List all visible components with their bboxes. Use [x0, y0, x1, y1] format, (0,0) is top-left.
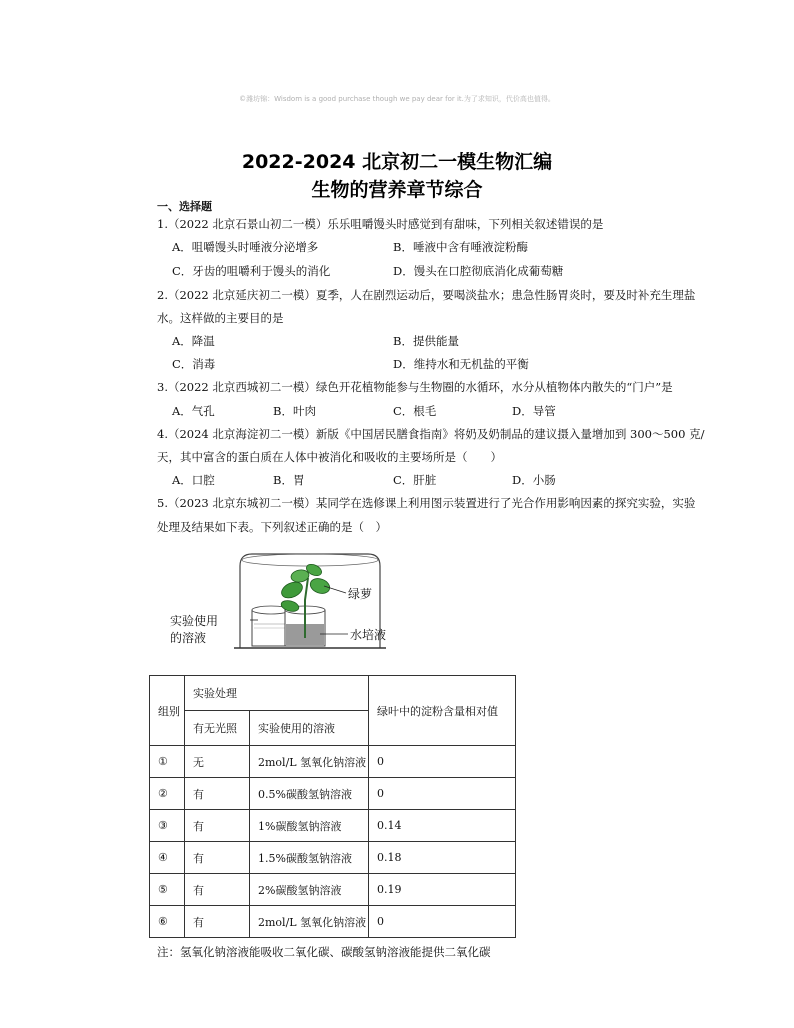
- q4-option-c: C．肝脏: [393, 473, 437, 487]
- q3-option-a: A．气孔: [172, 404, 215, 418]
- q2-option-d: D．维持水和无机盐的平衡: [393, 357, 529, 371]
- table-row: [150, 906, 516, 938]
- label-solution-line2: 的溶液: [170, 631, 207, 645]
- cell-starch: 0.14: [369, 810, 516, 842]
- cell-light: 有: [185, 810, 250, 842]
- cell-starch: 0.18: [369, 842, 516, 874]
- cell-solution: 2mol/L 氢氧化钠溶液: [250, 906, 369, 938]
- cell-solution: 2mol/L 氢氧化钠溶液: [250, 746, 369, 778]
- header-starch: 绿叶中的淀粉含量相对值: [369, 676, 516, 746]
- q4-stem-line1: 4.（2024 北京海淀初二一模）新版《中国居民膳食指南》将奶及奶制品的建议摄入量增加到 300～500 克/: [157, 427, 705, 441]
- table-row: [150, 810, 516, 842]
- header-light: 有无光照: [185, 711, 250, 746]
- header-treatment: 实验处理: [185, 676, 369, 711]
- experiment-diagram: [150, 548, 450, 658]
- cell-group: ⑥: [150, 906, 185, 938]
- section-heading: 一、选择题: [157, 200, 212, 213]
- q2-option-a: A．降温: [172, 334, 215, 348]
- cell-group: ⑤: [150, 874, 185, 906]
- q2-stem-line1: 2.（2022 北京延庆初二一模）夏季，人在剧烈运动后，要喝淡盐水；患急性肠胃炎时，要及时补充生理盐: [157, 288, 696, 302]
- q3-option-c: C．根毛: [393, 404, 437, 418]
- table-header-row: [150, 676, 516, 711]
- q2-option-b: B．提供能量: [393, 334, 459, 348]
- cell-light: 有: [185, 874, 250, 906]
- q5-stem-line2: 处理及结果如下表。下列叙述正确的是（ ）: [157, 520, 387, 534]
- q1-stem: 1.（2022 北京石景山初二一模）乐乐咀嚼馒头时感觉到有甜味，下列相关叙述错误的是: [157, 217, 604, 231]
- table-row: [150, 874, 516, 906]
- document-title: 2022-2024 北京初二一模生物汇编: [241, 151, 553, 173]
- cell-starch: 0: [369, 746, 516, 778]
- table-row: [150, 778, 516, 810]
- cell-starch: 0: [369, 906, 516, 938]
- document-subtitle: 生物的营养章节综合: [311, 179, 483, 201]
- header-group: 组别: [150, 676, 185, 746]
- table-row: [150, 842, 516, 874]
- cell-light: 有: [185, 778, 250, 810]
- cell-group: ③: [150, 810, 185, 842]
- cell-solution: 1.5%碳酸氢钠溶液: [250, 842, 369, 874]
- table-row: [150, 746, 516, 778]
- experiment-apparatus-illustration: [150, 548, 450, 658]
- q1-option-b: B．唾液中含有唾液淀粉酶: [393, 240, 528, 254]
- cell-solution: 1%碳酸氢钠溶液: [250, 810, 369, 842]
- cell-solution: 0.5%碳酸氢钠溶液: [250, 778, 369, 810]
- q5-stem-line1: 5.（2023 北京东城初二一模）某同学在选修课上利用图示装置进行了光合作用影响因素的探究实验，实验: [157, 496, 696, 510]
- cell-light: 无: [185, 746, 250, 778]
- cell-starch: 0: [369, 778, 516, 810]
- q4-option-a: A．口腔: [172, 473, 215, 487]
- q1-option-a: A．咀嚼馒头时唾液分泌增多: [172, 240, 319, 254]
- cell-group: ②: [150, 778, 185, 810]
- q2-stem-line2: 水。这样做的主要目的是: [157, 311, 284, 325]
- q3-option-d: D．导管: [512, 404, 556, 418]
- cell-starch: 0.19: [369, 874, 516, 906]
- cell-light: 有: [185, 842, 250, 874]
- label-solution-line1: 实验使用: [170, 614, 219, 628]
- header-solution: 实验使用的溶液: [250, 711, 369, 746]
- cell-group: ①: [150, 746, 185, 778]
- q2-option-c: C．消毒: [172, 357, 216, 371]
- experiment-table: [149, 675, 516, 938]
- q3-option-b: B．叶肉: [273, 404, 316, 418]
- q1-option-d: D．馒头在口腔彻底消化成葡萄糖: [393, 264, 564, 278]
- label-medium: 水培液: [350, 628, 387, 642]
- q4-stem-line2: 天，其中富含的蛋白质在人体中被消化和吸收的主要场所是（ ）: [157, 450, 502, 464]
- q4-option-d: D．小肠: [512, 473, 556, 487]
- q4-option-b: B．胃: [273, 473, 305, 487]
- cell-light: 有: [185, 906, 250, 938]
- cell-group: ④: [150, 842, 185, 874]
- q1-option-c: C．牙齿的咀嚼利于馒头的消化: [172, 264, 331, 278]
- table-note: 注：氢氧化钠溶液能吸收二氧化碳、碳酸氢钠溶液能提供二氧化碳: [157, 945, 491, 959]
- q3-stem: 3.（2022 北京西城初二一模）绿色开花植物能参与生物圈的水循环，水分从植物体内散失的“门户”是: [157, 380, 673, 394]
- label-plant: 绿萝: [348, 587, 373, 601]
- watermark: ©潍坊锦：Wisdom is a good purchase though we pay dear for it.为了求知识，代价高也值得。: [239, 95, 555, 103]
- cell-solution: 2%碳酸氢钠溶液: [250, 874, 369, 906]
